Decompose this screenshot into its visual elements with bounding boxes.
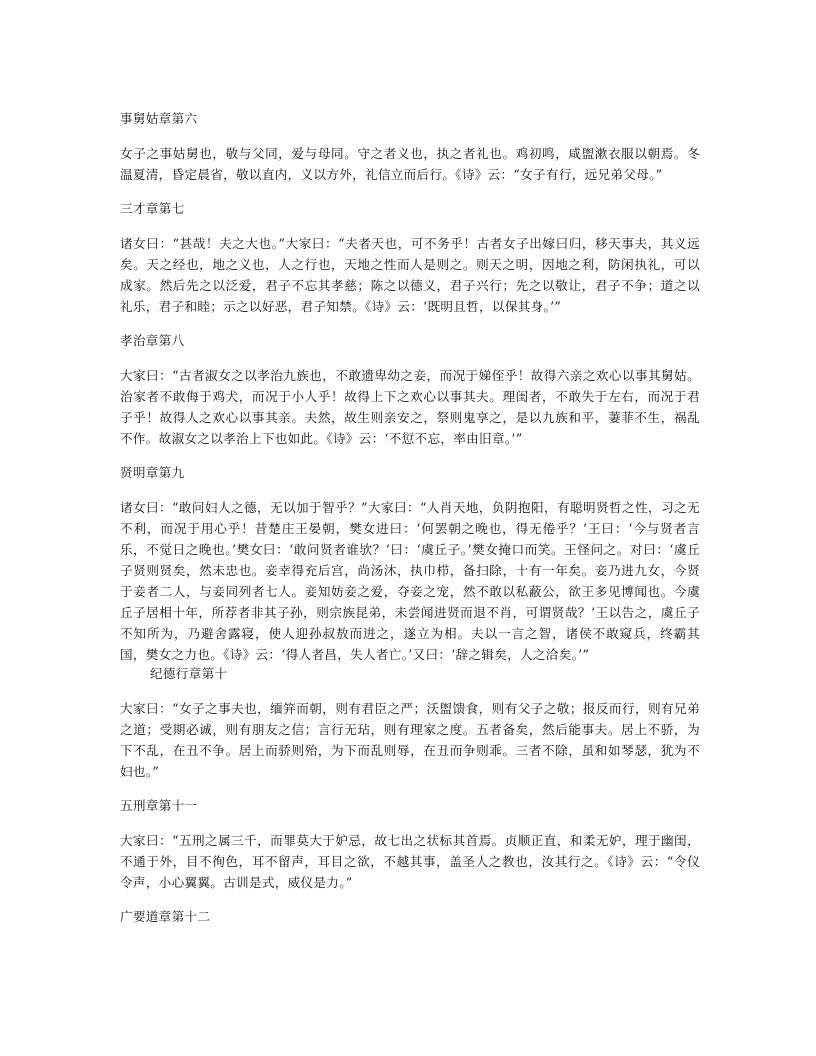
section-paragraph-6: 女子之事姑舅也，敬与父同，爱与母同。守之者义也，执之者礼也。鸡初鸣，咸盥漱衣服以朝焉。冬温夏清，昏定晨省，敬以直内，义以方外，礼信立而后行。《诗》云：“女子有行，远兄弟父母。”: [120, 146, 700, 182]
section-heading-7: 三才章第七: [120, 201, 185, 216]
section-paragraph-11: 大家曰：“五刑之属三千，而罪莫大于妒忌，故七出之状标其首焉。贞顺正直，和柔无妒，理于幽闺，不通于外，目不徇色，耳不留声，耳目之欲，不越其事，盖圣人之教也，汝其行之。《诗》云：“令仪令声，小心翼翼。古训是式，威仪是力。”: [120, 833, 700, 890]
section-heading-6: 事舅姑章第六: [120, 111, 198, 126]
section-paragraph-10: 大家曰：“女子之事夫也，缅笄而朝，则有君臣之严；沃盥馈食，则有父子之敬；报反而行，则有兄弟之道；受期必诚，则有朋友之信；言行无玷，则有理家之度。五者备矣，然后能事夫。居上不骄，为下不乱，在丑不争。居上而骄则殆，为下而乱则辱，在丑而争则乖。三者不除，虽和如琴瑟，犹为不妇也。”: [120, 701, 700, 779]
section-heading-12: 广要道章第十二: [120, 909, 211, 924]
section-heading-9: 贤明章第九: [120, 465, 185, 480]
section-heading-8: 孝治章第八: [120, 333, 185, 348]
section-heading-11: 五刑章第十一: [120, 798, 198, 813]
section-paragraph-7: 诸女曰：“甚哉！夫之大也。”大家曰：“夫者天也，可不务乎！古者女子出嫁曰归，移天事夫，其义远矣。天之经也，地之义也，人之行也，天地之性而人是则之。则天之明，因地之利，防闲执礼，可以成家。然后先之以泛爱，君子不忘其孝慈；陈之以德义，君子兴行；先之以敬让，君子不争；道之以礼乐，君子和睦；示之以好恶，君子知禁。《诗》云：‘既明且哲，以保其身。’”: [120, 236, 700, 314]
document-page: [120, 110, 700, 926]
section-paragraph-9: 诸女曰：“敢问妇人之德，无以加于智乎？”大家曰：“人肖天地，负阴抱阳，有聪明贤哲之性，习之无不利，而况于用心乎！昔楚庄王晏朝，樊女进曰：‘何罢朝之晚也，得无倦乎？’王曰：‘今与贤者言乐，不觉日之晚也。’樊女曰：‘敢问贤者谁欤？’曰：‘虞丘子。’樊女掩口而笑。王怪问之。对曰：‘虞丘子贤则贤矣，然未忠也。妾幸得充后宫，尚汤沐，执巾栉，备扫除，十有一年矣。妾乃进九女，今贤于妾者二人，与妾同列者七人。妾知妨妾之爱，夺妾之宠，然不敢以私蔽公，欲王多见博闻也。今虞丘子居相十年，所荐者非其子孙，则宗族昆弟，未尝闻进贤而退不肖，可谓贤哉？’王以告之，虞丘子不知所为，乃避舍露寝，使人迎孙叔敖而进之，遂立为相。夫以一言之智，诸侯不敢窥兵，终霸其国，樊女之力也。《诗》云：‘得人者昌，失人者亡。’又曰：‘辞之辑矣，人之洽矣。’”: [120, 500, 700, 662]
section-paragraph-8: 大家曰：“古者淑女之以孝治九族也，不敢遗卑幼之妾，而况于娣侄乎！故得六亲之欢心以事其舅姑。治家者不敢侮于鸡犬，而况于小人乎！故得上下之欢心以事其夫。理闺者，不敢失于左右，而况于君子乎！故得人之欢心以事其亲。夫然，故生则亲安之，祭则鬼享之，是以九族和平，萋菲不生，祸乱不作。故淑女之以孝治上下也如此。《诗》云：‘不愆不忘，率由旧章。’”: [120, 368, 700, 446]
section-heading-10: 纪德行章第十: [150, 666, 228, 681]
